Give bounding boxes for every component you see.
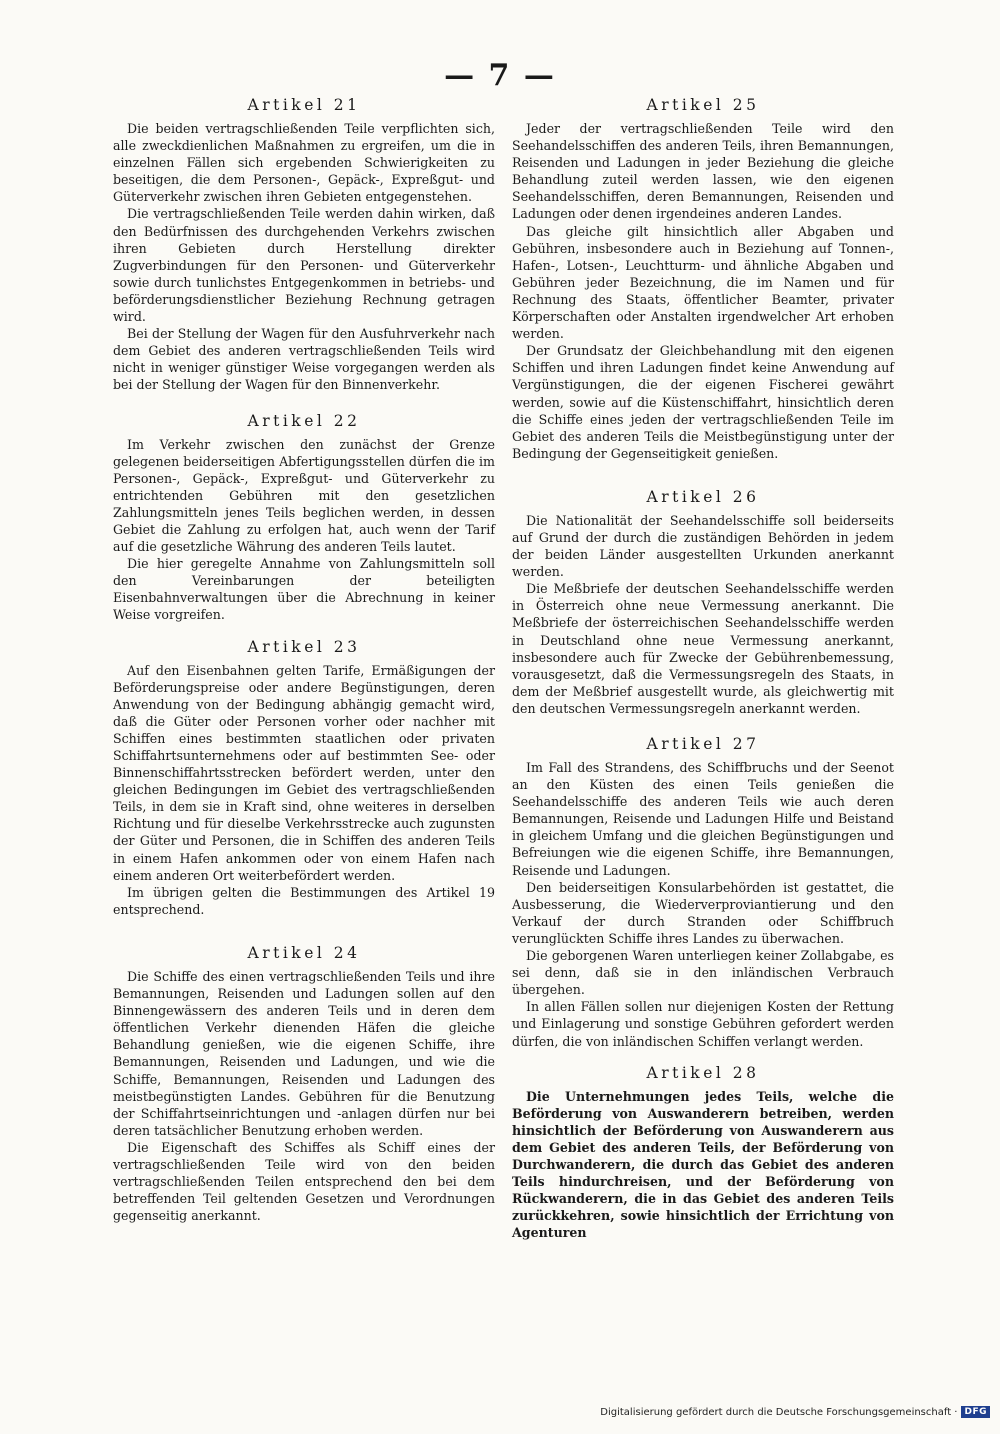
article-27 [512, 735, 894, 1050]
article-title: Artikel 27 [646, 735, 760, 753]
article-22 [113, 412, 495, 624]
article-title: Artikel 23 [247, 637, 361, 656]
article-24 [113, 944, 495, 1224]
paragraph: Die Meßbriefe der deutschen Seehandelsschiffe werden in Österreich ohne neue Vermessung anerkannt. Die Meßbriefe der österreichischen Seehandelsschiffe werden in Deutschland ohne neue Vermessung anerkannt, insbesondere auch für Zwecke der Gebührenbemessung, vorausgesetzt, daß die Vermessungsregeln des Staats, in dem der Meßbrief ausgestellt wurde, als gleichwertig mit den deutschen Vermessungsregeln anerkannt werden. [512, 581, 894, 716]
paragraph: Im Verkehr zwischen den zunächst der Grenze gelegenen beiderseitigen Abfertigungsstellen dürfen die im Personen-, Gepäck-, Expreßgut- und Güterverkehr zu entrichtenden Gebühren mit den gesetzlichen Zahlungsmitteln jenes Teils beglichen werden, in dessen Gebiet die Zahlung zu erfolgen hat, auch wenn der Tarif auf die gesetzliche Währung des anderen Teils lautet. [113, 436, 495, 555]
paragraph: Auf den Eisenbahnen gelten Tarife, Ermäßigungen der Beförderungspreise oder andere Begünstigungen, deren Anwendung von der Bedingung abhängig gemacht wird, daß die Güter oder Personen vorher oder nachher mit Schiffen eines bestimmten staatlichen oder privaten Schiffahrtsunternehmens oder auf bestimmten See- oder Binnenschiffahrtsstrecken befördert werden, unter den gleichen Bedingungen im Gebiet des vertragschließenden Teils, in dem sie in Kraft sind, ohne weiteres in derselben Richtung und für dieselbe Verkehrsstrecke auch zugunsten der Güter und Personen, die in Schiffen des anderen Teils in einem Hafen ankommen oder von einem Hafen nach einem anderen Ort weiterbefördert werden. [113, 662, 495, 883]
article-28 [512, 1064, 894, 1242]
paragraph: Der Grundsatz der Gleichbehandlung mit den eigenen Schiffen und ihren Ladungen findet keine Anwendung auf Vergünstigungen, die der eigenen Fischerei gewährt werden, sowie auf die Küstenschiffahrt, hinsichtlich deren die Schiffe eines jeden der vertragschließenden Teile im Gebiet des anderen Teils die Meistbegünstigung unter der Bedingung der Gegenseitigkeit genießen. [512, 343, 894, 461]
paragraph: Das gleiche gilt hinsichtlich aller Abgaben und Gebühren, insbesondere auch in Beziehung auf Tonnen-, Hafen-, Lotsen-, Leuchtturm- und ähnliche Abgaben und Gebühren jeder Bezeichnung, die im Namen und für Rechnung des Staats, öffentlicher Beamter, privater Körperschaften oder Anstalten irgendwelcher Art erhoben werden. [512, 223, 894, 342]
article-23 [113, 638, 495, 918]
paragraph: Im übrigen gelten die Bestimmungen des Artikel 19 entsprechend. [113, 884, 495, 917]
article-title: Artikel 28 [646, 1063, 760, 1082]
article-title: Artikel 26 [646, 487, 760, 506]
paragraph: Die beiden vertragschließenden Teile verpflichten sich, alle zweckdienlichen Maßnahmen zu ergreifen, um die in einzelnen Fällen sich ergebenden Schwierigkeiten zu beseitigen, die dem Personen-, Gepäck-, Expreßgut- und Güterverkehr zwischen ihren Gebieten entgegenstehen. [113, 121, 495, 205]
paragraph: Die vertragschließenden Teile werden dahin wirken, daß den Bedürfnissen des durchgehenden Verkehrs zwischen ihren Gebieten durch Herstellung direkter Zugverbindungen für den Personen- und Güterverkehr sowie durch tunlichstes Entgegenkommen in betriebs- und beförderungsdienstlicher Beziehung Rechnung getragen wird. [113, 206, 495, 325]
paragraph: Die hier geregelte Annahme von Zahlungsmitteln soll den Vereinbarungen der beteiligten Eisenbahnverwaltungen über die Abrechnung in keiner Weise vorgreifen. [113, 556, 495, 623]
page-number: — 7 — [444, 58, 556, 93]
paragraph: Die Unternehmungen jedes Teils, welche die Beförderung von Auswanderern betreiben, werden hinsichtlich der Beförderung von Auswanderern aus dem Gebiet des anderen Teils, der Beförderung von Durchwanderern, die durch das Gebiet des anderen Teils hindurchreisen, und der Beförderung von Rückwanderern, die in das Gebiet des anderen Teils zurückkehren, sowie hinsichtlich der Errichtung von Agenturen [512, 1088, 894, 1241]
paragraph: Die Eigenschaft des Schiffes als Schiff eines der vertragschließenden Teile wird von den beiden vertragschließenden Teilen entsprechend den bei dem betreffenden Teil geltenden Gesetzen und Verordnungen gegenseitig anerkannt. [113, 1139, 495, 1224]
left-column [113, 96, 495, 1224]
article-title: Artikel 24 [247, 943, 361, 962]
right-column [512, 96, 894, 1241]
footer-text: Digitalisierung gefördert durch die Deutsche Forschungsgemeinschaft · [600, 1406, 958, 1418]
paragraph: Die geborgenen Waren unterliegen keiner Zollabgabe, es sei denn, daß sie in den inländischen Verbrauch übergehen. [512, 948, 894, 998]
paragraph: In allen Fällen sollen nur diejenigen Kosten der Rettung und Einlagerung und sonstige Gebühren gefordert werden dürfen, die von inländischen Schiffen verlangt werden. [512, 999, 894, 1049]
dfg-logo-icon: DFG [961, 1406, 990, 1418]
paragraph: Den beiderseitigen Konsularbehörden ist gestattet, die Ausbesserung, die Wiederverproviantierung und den Verkauf der durch Stranden oder Schiffbruch verunglückten Schiffe ihres Landes zu überwachen. [512, 879, 894, 946]
article-21 [113, 96, 495, 394]
article-25 [512, 96, 894, 462]
article-26 [512, 488, 894, 717]
article-title: Artikel 25 [646, 96, 760, 114]
paragraph: Die Schiffe des einen vertragschließenden Teils und ihre Bemannungen, Reisenden und Ladungen sollen auf den Binnengewässern des anderen Teils und in deren dem öffentlichen Verkehr dienenden Häfen die gleiche Behandlung genießen, wie die eigenen Schiffe, ihre Bemannungen, Reisenden und Ladungen, und wie die Schiffe, Bemannungen, Reisenden und Ladungen des meistbegünstigten Landes. Gebühren für die Benutzung der Schiffahrtseinrichtungen und -anlagen dürfen nur bei deren tatsächlicher Benutzung erhoben werden. [113, 968, 495, 1138]
paragraph: Jeder der vertragschließenden Teile wird den Seehandelsschiffen des anderen Teils, ihren Bemannungen, Reisenden und Ladungen in jeder Beziehung die gleiche Behandlung zuteil werden lassen, wie den eigenen Seehandelsschiffen, deren Bemannungen, Reisenden und Ladungen oder denen irgendeines anderen Landes. [512, 121, 894, 222]
article-title: Artikel 22 [247, 411, 361, 430]
paragraph: Die Nationalität der Seehandelsschiffe soll beiderseits auf Grund der durch die zuständigen Behörden in jedem der beiden Länder ausgestellten Urkunden anerkannt werden. [512, 512, 894, 580]
paragraph: Bei der Stellung der Wagen für den Ausfuhrverkehr nach dem Gebiet des anderen vertragschließenden Teils wird nicht in weniger günstiger Weise vorgegangen werden als bei der Stellung der Wagen für den Binnenverkehr. [113, 326, 495, 393]
digitization-credit [600, 1406, 990, 1418]
paragraph: Im Fall des Strandens, des Schiffbruchs und der Seenot an den Küsten des einen Teils genießen die Seehandelsschiffe des anderen Teils wie auch deren Bemannungen, Reisende und Ladungen Hilfe und Beistand in gleichem Umfang und die gleichen Begünstigungen und Befreiungen wie die eigenen Schiffe, ihre Bemannungen, Reisende und Ladungen. [512, 760, 894, 878]
article-title: Artikel 21 [247, 96, 361, 114]
